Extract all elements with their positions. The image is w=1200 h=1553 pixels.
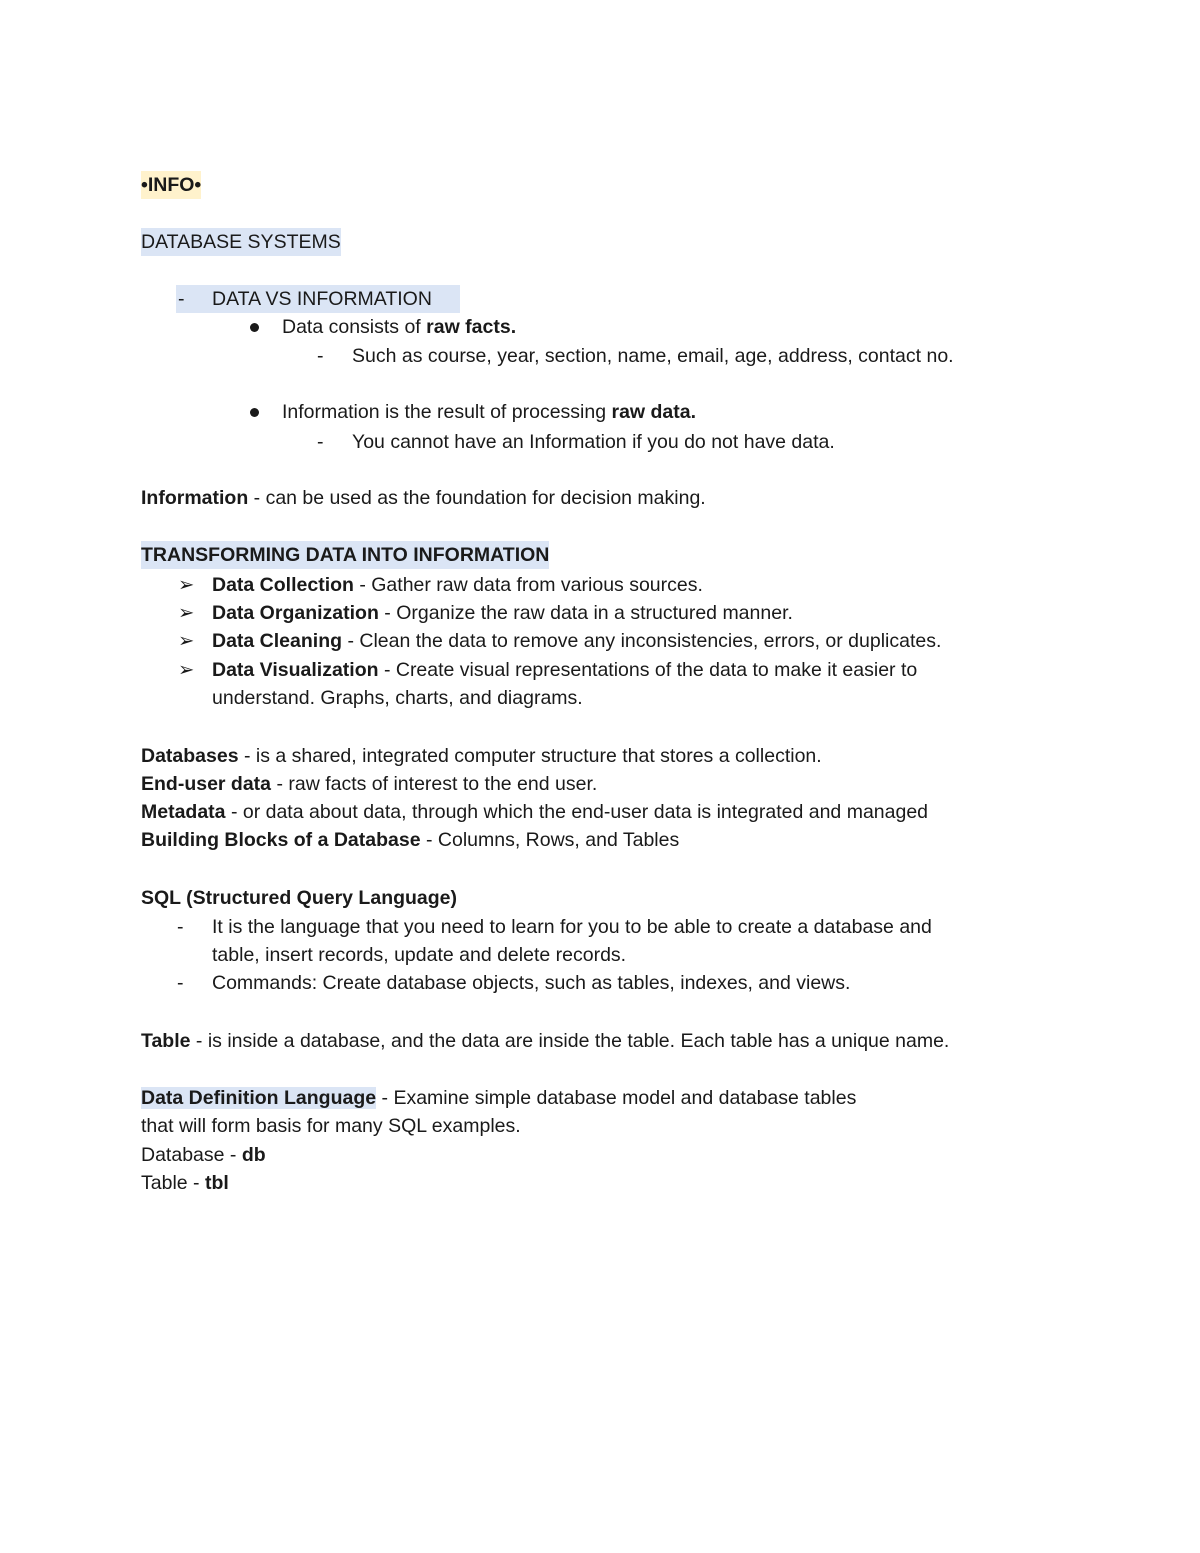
definition-end-user-data	[141, 770, 597, 798]
sub-item-data-examples: Such as course, year, section, name, email, age, address, contact no.	[352, 345, 954, 367]
definition-table	[141, 1027, 949, 1055]
definition: - Create visual representations of the data to make it easier to	[378, 659, 918, 681]
arrow-bullet-icon: ➢	[178, 630, 195, 652]
bullet-text: Data consists of	[282, 316, 427, 338]
term: Table	[141, 1030, 191, 1052]
list-item-data-organization	[212, 599, 793, 627]
definition: - or data about data, through which the end-user data is integrated and managed	[225, 801, 929, 823]
term: Metadata	[141, 801, 226, 823]
list-item-data-collection	[212, 571, 703, 599]
definition-building-blocks	[141, 826, 679, 854]
definition: - Examine simple database model and database tables	[376, 1087, 857, 1109]
definition: - is inside a database, and the data are inside the table. Each table has a unique name.	[190, 1030, 950, 1052]
sub-dash: -	[317, 345, 324, 367]
bullet-dot-icon	[250, 323, 259, 332]
section-heading-data-vs-information	[176, 285, 460, 313]
sql-item-language-continuation: table, insert records, update and delete records.	[212, 944, 627, 966]
term: Information	[141, 487, 249, 509]
definition-ddl	[141, 1084, 856, 1112]
bullet-information-result	[282, 398, 696, 426]
term: Data Cleaning	[212, 630, 343, 652]
ddl-continuation: that will form basis for many SQL examples.	[141, 1115, 521, 1137]
term: Building Blocks of a Database	[141, 829, 421, 851]
label: Table -	[141, 1172, 205, 1194]
sub-dash: -	[177, 916, 184, 938]
list-item-data-visualization	[212, 656, 917, 684]
sub-dash: -	[317, 431, 324, 453]
value: db	[241, 1144, 266, 1166]
definition: - raw facts of interest to the end user.	[271, 773, 598, 795]
arrow-bullet-icon: ➢	[178, 659, 195, 681]
definition: - Organize the raw data in a structured manner.	[378, 602, 793, 624]
value: tbl	[204, 1172, 229, 1194]
bullet-text: Information is the result of processing	[282, 401, 612, 423]
definition-metadata	[141, 798, 928, 826]
bullet-dot-icon	[250, 408, 259, 417]
bullet-bold: raw facts.	[426, 316, 517, 338]
definition: - Gather raw data from various sources.	[353, 574, 703, 596]
sub-item-no-information-without-data: You cannot have an Information if you do not have data.	[352, 431, 835, 453]
heading-dash: -	[178, 288, 185, 310]
term: Data Organization	[212, 602, 379, 624]
definition: - is a shared, integrated computer structure that stores a collection.	[238, 745, 822, 767]
term: Data Definition Language	[141, 1087, 377, 1109]
section-heading-sql: SQL (Structured Query Language)	[141, 887, 458, 909]
definition: - Columns, Rows, and Tables	[420, 829, 680, 851]
section-heading-transforming: TRANSFORMING DATA INTO INFORMATION	[141, 541, 549, 569]
list-item-data-cleaning	[212, 627, 941, 655]
bullet-data-raw-facts	[282, 313, 516, 341]
term: Databases	[141, 745, 239, 767]
arrow-bullet-icon: ➢	[178, 574, 195, 596]
heading-text: DATA VS INFORMATION	[212, 288, 432, 310]
definition: - Clean the data to remove any inconsistencies, errors, or duplicates.	[342, 630, 942, 652]
sub-dash: -	[177, 972, 184, 994]
arrow-bullet-icon: ➢	[178, 602, 195, 624]
sql-item-commands: Commands: Create database objects, such as tables, indexes, and views.	[212, 972, 851, 994]
definition-databases	[141, 742, 822, 770]
definition: - can be used as the foundation for decision making.	[248, 487, 706, 509]
ddl-database-abbrev	[141, 1141, 266, 1169]
term: Data Collection	[212, 574, 354, 596]
info-tag: •INFO•	[141, 171, 201, 199]
term: Data Visualization	[212, 659, 379, 681]
term: End-user data	[141, 773, 272, 795]
page-title: DATABASE SYSTEMS	[141, 228, 341, 256]
label: Database -	[141, 1144, 242, 1166]
bullet-bold: raw data.	[611, 401, 697, 423]
ddl-table-abbrev	[141, 1169, 229, 1197]
information-definition	[141, 484, 706, 512]
list-item-continuation: understand. Graphs, charts, and diagrams.	[212, 687, 583, 709]
sql-item-language: It is the language that you need to learn for you to be able to create a database and	[212, 916, 932, 938]
